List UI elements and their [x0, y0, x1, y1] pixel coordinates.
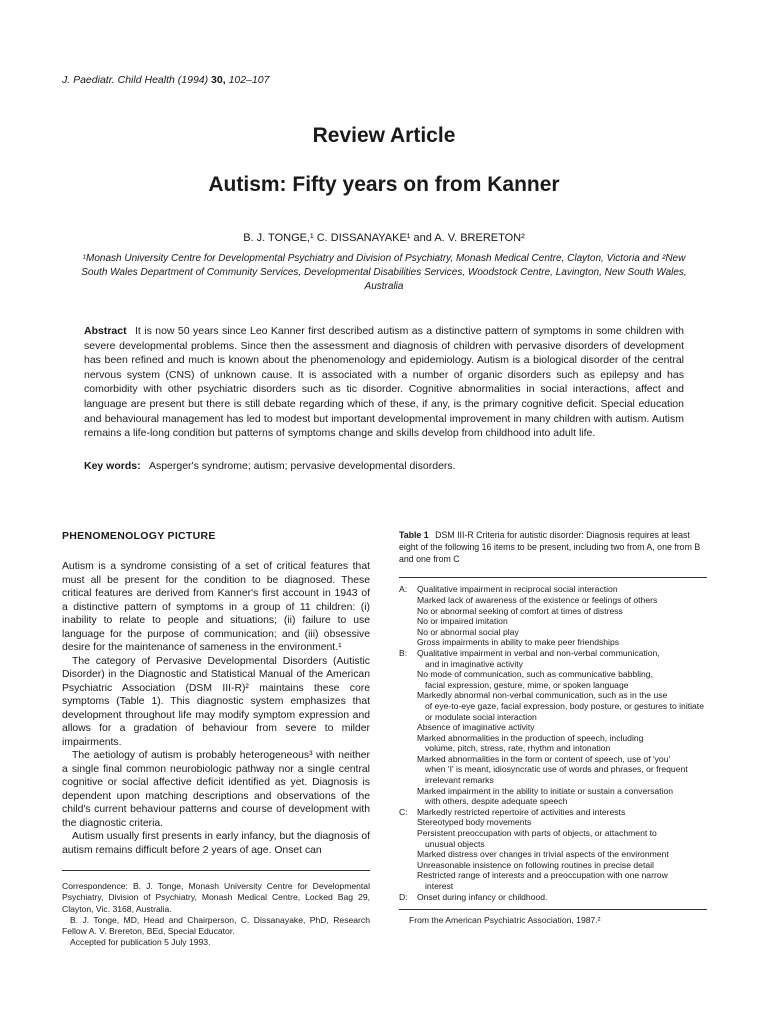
- table-row: [399, 754, 707, 786]
- table-row: [399, 870, 707, 891]
- article-title: Autism: Fifty years on from Kanner: [208, 173, 560, 196]
- criterion-text: Marked distress over changes in trivial aspects of the environment: [417, 849, 669, 860]
- table-source: From the American Psychiatric Association, 1987.²: [409, 915, 601, 926]
- keywords-label: Key words:: [84, 460, 141, 472]
- table-row: [399, 860, 707, 871]
- criterion-text: Gross impairments in ability to make peer friendships: [417, 637, 620, 648]
- table-row: [399, 722, 707, 733]
- article-type: Review Article: [312, 124, 456, 147]
- left-column: [62, 530, 370, 857]
- criterion-text-continued: interest: [425, 881, 454, 892]
- author-info-note: B. J. Tonge, MD, Head and Chairperson, C. Dissanayake, PhD, Research Fellow A. V. Brereton, BEd, Special Educator.: [62, 914, 370, 937]
- journal-reference: [62, 74, 269, 86]
- criterion-text-continued: and in imaginative activity: [425, 658, 523, 669]
- criterion-text: Qualitative impairment in reciprocal social interaction: [417, 584, 618, 595]
- criterion-text: Markedly abnormal non-verbal communication, such as in the use: [417, 690, 668, 701]
- table-row: [399, 606, 707, 617]
- criterion-letter: A:: [399, 584, 408, 595]
- criterion-text: Marked impairment in the ability to initiate or sustain a conversation: [417, 785, 674, 796]
- criterion-letter: C:: [399, 806, 408, 817]
- table-bottom-rule: [399, 909, 707, 910]
- table-row: [399, 828, 707, 849]
- criterion-text: No or impaired imitation: [417, 616, 508, 627]
- affiliations: ¹Monash University Centre for Developmental Psychiatry and Division of Psychiatry, Monash Medical Centre, Clayton, Victoria and ²New South Wales Department of Community Services, Developmental Disabilities Services, Woodstock Centre, Lavington, New South Wales, Australia: [81, 253, 687, 292]
- criterion-text-continued: facial expression, gesture, mime, or spoken language: [425, 679, 629, 690]
- abstract-label: Abstract: [84, 325, 127, 337]
- table-row: [399, 584, 707, 595]
- correspondence-note: Correspondence: B. J. Tonge, Monash University Centre for Developmental Psychiatry, Division of Psychiatry, Monash Medical Centre, Locked Bag 29, Clayton, Vic. 3168, Australia.: [62, 881, 370, 914]
- criterion-letter: B:: [399, 647, 408, 658]
- journal-name: J. Paediatr. Child Health: [62, 74, 175, 86]
- criterion-text: Marked lack of awareness of the existence or feelings of others: [417, 594, 658, 605]
- right-column: [399, 530, 707, 925]
- journal-year: (1994): [177, 74, 209, 86]
- table-row: [399, 733, 707, 754]
- table-row: [399, 595, 707, 606]
- criterion-text: Onset during infancy or childhood.: [417, 891, 548, 902]
- abstract-text: It is now 50 years since Leo Kanner first described autism as a distinctive pattern of symptoms in some children with severe developmental problems. Since then the assessment and diagnosis of children with pervasive disorders of development has been refined and much is known about the phenomenology and epidemiology. Autism is a biological disorder of the central nervous system (CNS) of unknown cause. It is associated with a number of organic disorders such as epilepsy and has comorbidity with other psychiatric disorders such as tic disorder. Cognitive abnormalities in social interactions, affect and language are present but there is still debate regarding which of these, if any, is the primary cognitive deficit. Special education and behavioural management has led to modest but important developmental improvement in many children with autism. Autism remains a life-long condition but patterns of symptoms change and skills develop from childhood into adult life.: [84, 325, 684, 440]
- criterion-text-continued: with others, despite adequate speech: [425, 796, 568, 807]
- criterion-text: Marked abnormalities in the form or content of speech, use of 'you': [417, 753, 671, 764]
- paragraph: Autism usually first presents in early infancy, but the diagnosis of autism remains difficult before 2 years of age. Onset can: [62, 831, 370, 856]
- journal-volume: 30,: [211, 74, 226, 86]
- table-row: [399, 690, 707, 722]
- section-heading: PHENOMENOLOGY PICTURE: [62, 530, 216, 542]
- table-caption-text: DSM III-R Criteria for autistic disorder: Diagnosis requires at least eight of the following 16 items to be present, including two from A, one from B and one from C: [399, 530, 701, 564]
- footnote: [62, 870, 370, 949]
- section-body: [62, 560, 370, 857]
- table-row: [399, 627, 707, 638]
- criterion-text: Unreasonable insistence on following routines in precise detail: [417, 859, 654, 870]
- criterion-text: Persistent preoccupation with parts of objects, or attachment to: [417, 828, 657, 839]
- criterion-text: No or abnormal seeking of comfort at times of distress: [417, 605, 623, 616]
- criterion-text: Marked abnormalities in the production of speech, including: [417, 732, 644, 743]
- paragraph: The aetiology of autism is probably heterogeneous³ with neither a single final common neurobiologic pathway nor a single central cognitive or social affective deficit identified as yet. Diagnosis is dependent upon matching descriptions and observations of the child's current behaviour patterns and course of development with the diagnostic criteria.: [62, 750, 370, 829]
- journal-pages: 102–107: [228, 74, 270, 86]
- accepted-note: Accepted for publication 5 July 1993.: [70, 937, 211, 948]
- table-label: Table 1: [399, 530, 429, 540]
- table-row: [399, 892, 707, 903]
- paragraph: Autism is a syndrome consisting of a set of critical features that must all be present for the condition to be diagnosed. These critical features are derived from Kanner's first account in 1943 of a distinctive pattern of symptoms in a group of 11 children: (i) inability to relate to people and situations; (ii) failure to use language for the purpose of communication; and (iii) obsessive desire for the maintenance of sameness in the environment.¹: [62, 561, 370, 653]
- criterion-letter: D:: [399, 891, 408, 902]
- criterion-text-continued: when 'I' is meant, idiosyncratic use of words and phrases, or frequent irrelevant remarks: [425, 764, 688, 786]
- table-row: [399, 669, 707, 690]
- table-row: [399, 637, 707, 648]
- criterion-text: Qualitative impairment in verbal and non-verbal communication,: [417, 647, 660, 658]
- keywords: [84, 460, 684, 472]
- table-row: [399, 648, 707, 669]
- criterion-text-continued: volume, pitch, stress, rate, rhythm and intonation: [425, 743, 611, 754]
- paragraph: The category of Pervasive Developmental Disorders (Autistic Disorder) in the Diagnostic and Statistical Manual of the American Psychiatric Association (DSM III-R)² maintains these core symptoms (Table 1). This diagnostic system emphasizes that development throughout life may modify symptom expression and allows for a gradation of behaviour from severe to milder impairments.: [62, 655, 370, 748]
- criterion-text: Absence of imaginative activity: [417, 722, 535, 733]
- table-row: [399, 616, 707, 627]
- criterion-text: Stereotyped body movements: [417, 817, 532, 828]
- criterion-text-continued: of eye-to-eye gaze, facial expression, body posture, or gestures to initiate or modulate social interaction: [425, 700, 704, 722]
- table-row: [399, 786, 707, 807]
- criterion-text: Markedly restricted repertoire of activities and interests: [417, 806, 626, 817]
- criterion-text: No or abnormal social play: [417, 626, 519, 637]
- criterion-text: No mode of communication, such as communicative babbling,: [417, 669, 653, 680]
- author-list: B. J. TONGE,¹ C. DISSANAYAKE¹ and A. V. BRERETON²: [243, 232, 525, 244]
- table-row: [399, 849, 707, 860]
- criterion-text: Restricted range of interests and a preoccupation with one narrow: [417, 870, 668, 881]
- criterion-text-continued: unusual objects: [425, 838, 485, 849]
- criteria-table: [399, 578, 707, 906]
- keywords-text: Asperger's syndrome; autism; pervasive developmental disorders.: [148, 460, 456, 472]
- table-row: [399, 807, 707, 818]
- table-row: [399, 817, 707, 828]
- abstract: [84, 324, 684, 441]
- table-caption: [399, 530, 707, 565]
